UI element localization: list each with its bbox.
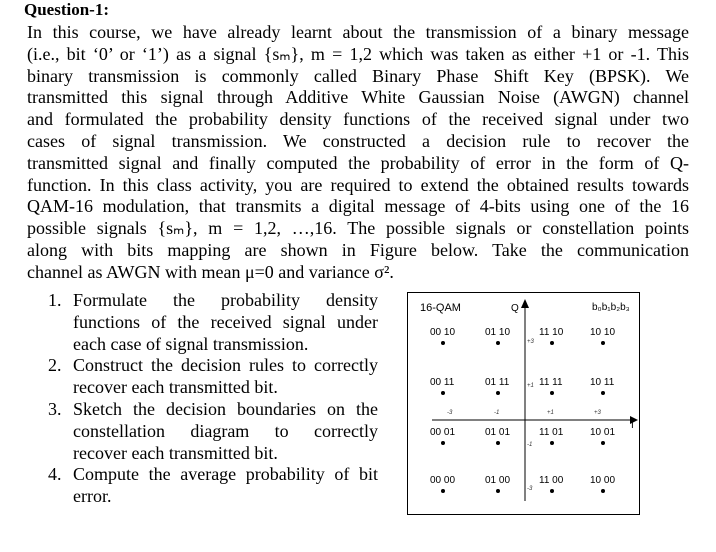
q-axis-arrow-icon bbox=[521, 299, 529, 308]
constellation-point-dot bbox=[496, 391, 500, 395]
task-line: recover each transmitted bit. bbox=[73, 442, 278, 463]
intro-line: along with bits mapping are shown in Figure below. Take the communication bbox=[27, 239, 689, 260]
i-tick-label: -1 bbox=[494, 410, 500, 416]
intro-line: transmitted this signal through Additive White Gaussian Noise (AWGN) channel bbox=[27, 87, 689, 108]
i-tick-label: +3 bbox=[594, 410, 601, 416]
intro-line: binary transmission is commonly called Binary Phase Shift Key (BPSK). We bbox=[27, 65, 689, 86]
constellation-point-label: 11 00 bbox=[539, 475, 564, 486]
intro-line: transmitted signal and finally computed the probability of error in the form of Q- bbox=[27, 152, 689, 173]
intro-line: cases of signal transmission. We constructed a decision rule to recover the bbox=[27, 130, 689, 151]
i-tick-label: +1 bbox=[547, 410, 554, 416]
q-tick-label: -3 bbox=[527, 486, 533, 492]
constellation-point-dot bbox=[550, 489, 554, 493]
constellation-point-label: 11 11 bbox=[539, 377, 563, 388]
constellation-point-dot bbox=[496, 489, 500, 493]
constellation-point-label: 11 01 bbox=[539, 427, 564, 438]
task-list bbox=[48, 290, 378, 508]
intro-line: channel as AWGN with mean μ=0 and variance σ². bbox=[27, 261, 394, 282]
task-line: functions of the received signal under bbox=[73, 311, 378, 332]
constellation-point-label: 00 01 bbox=[430, 427, 456, 438]
constellation-point-label: 10 00 bbox=[590, 475, 616, 486]
constellation-point-dot bbox=[550, 441, 554, 445]
intro-line: function. In this class activity, you are required to extend the obtained results towards bbox=[27, 174, 689, 195]
intro-line: QAM-16 modulation, that transmits a digital message of 4-bits using one of the 16 bbox=[27, 196, 689, 217]
i-axis-label: I bbox=[631, 420, 634, 431]
intro-line: and formulated the probability density functions of the received signal under two bbox=[27, 109, 689, 130]
task-line: recover each transmitted bit. bbox=[73, 377, 278, 398]
q-tick-label: +3 bbox=[527, 339, 534, 345]
constellation-point-label: 10 10 bbox=[590, 327, 616, 338]
constellation-point-dot bbox=[441, 341, 445, 345]
constellation-point-label: 11 10 bbox=[539, 327, 564, 338]
constellation-point-label: 00 11 bbox=[430, 377, 455, 388]
task-number: 4. bbox=[48, 464, 62, 485]
constellation-point-label: 00 00 bbox=[430, 475, 456, 486]
task-line: Formulate the probability density bbox=[73, 290, 378, 310]
constellation-point-dot bbox=[601, 489, 605, 493]
q-tick-label: +1 bbox=[527, 383, 534, 389]
task-item bbox=[48, 355, 378, 399]
task-line: error. bbox=[73, 486, 112, 507]
bit-order-label: b₀b₁b₂b₃ bbox=[592, 302, 630, 313]
task-item bbox=[48, 290, 378, 355]
q-tick-label: -1 bbox=[527, 442, 533, 448]
constellation-point-label: 00 10 bbox=[430, 327, 456, 338]
question-heading: Question-1: bbox=[24, 0, 109, 19]
constellation-point-dot bbox=[601, 341, 605, 345]
constellation-point-label: 01 01 bbox=[485, 427, 511, 438]
constellation-point-dot bbox=[441, 489, 445, 493]
constellation-point-dot bbox=[550, 341, 554, 345]
task-line: Construct the decision rules to correctly bbox=[73, 355, 378, 376]
constellation-point-label: 10 01 bbox=[590, 427, 616, 438]
constellation-point-dot bbox=[441, 391, 445, 395]
intro-line: (i.e., bit ‘0’ or ‘1’) as a signal {sₘ}, m = 1,2 which was taken as either +1 or -1. This bbox=[27, 43, 689, 64]
task-line: Compute the average probability of bit bbox=[73, 464, 378, 485]
constellation-point-dot bbox=[496, 341, 500, 345]
constellation-point-dot bbox=[550, 391, 554, 395]
intro-line: In this course, we have already learnt about the transmission of a binary message bbox=[27, 22, 689, 42]
constellation-point-dot bbox=[601, 441, 605, 445]
task-line: Sketch the decision boundaries on the bbox=[73, 398, 378, 419]
q-axis-label: Q bbox=[511, 303, 519, 314]
constellation-point-dot bbox=[441, 441, 445, 445]
task-number: 2. bbox=[48, 355, 62, 376]
question-intro-paragraph bbox=[27, 22, 689, 284]
figure-title: 16-QAM bbox=[420, 302, 461, 314]
constellation-point-dot bbox=[496, 441, 500, 445]
constellation-point-label: 10 11 bbox=[590, 377, 615, 388]
constellation-point-label: 01 10 bbox=[485, 327, 511, 338]
intro-line: possible signals {sₘ}, m = 1,2, …,16. The possible signals or constellation points bbox=[27, 218, 689, 239]
task-line: constellation diagram to correctly bbox=[73, 420, 378, 441]
task-item bbox=[48, 399, 378, 464]
constellation-point-label: 01 00 bbox=[485, 475, 511, 486]
task-item bbox=[48, 464, 378, 508]
i-tick-label: -3 bbox=[447, 410, 453, 416]
qam16-constellation-figure bbox=[407, 292, 640, 515]
constellation-point-dot bbox=[601, 391, 605, 395]
task-number: 3. bbox=[48, 398, 62, 419]
constellation-point-label: 01 11 bbox=[485, 377, 510, 388]
task-number: 1. bbox=[48, 290, 62, 310]
task-line: each case of signal transmission. bbox=[73, 333, 309, 354]
